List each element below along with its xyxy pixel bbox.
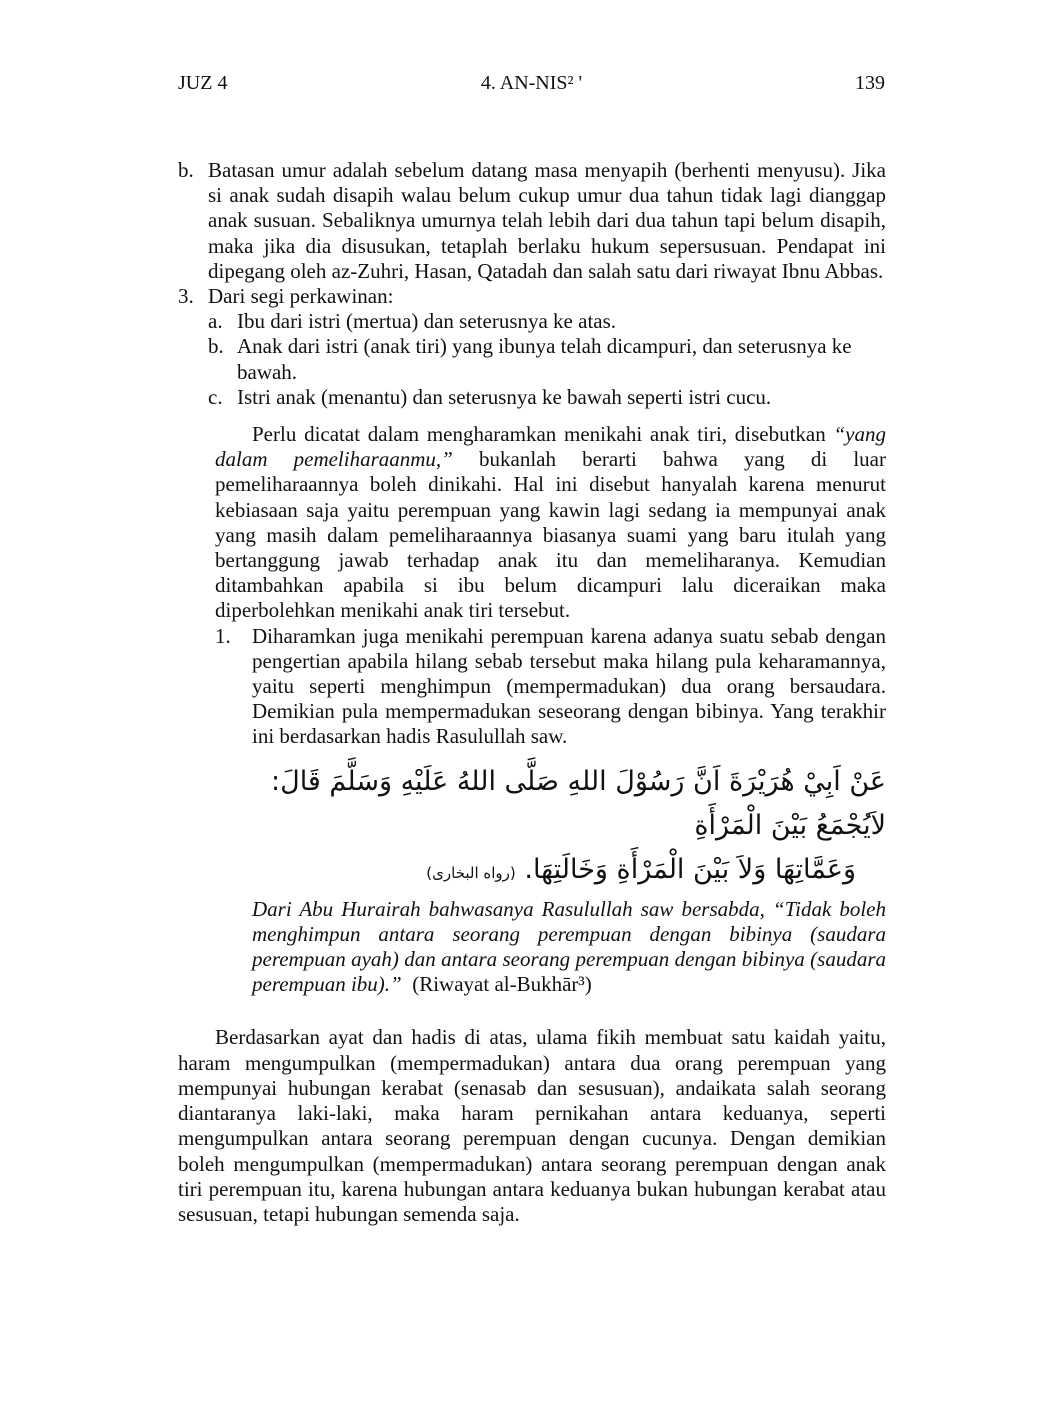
list-label: b. bbox=[208, 334, 224, 359]
juz-label: JUZ 4 bbox=[178, 72, 228, 94]
list-item-3 bbox=[178, 284, 886, 309]
list-label: a. bbox=[208, 309, 223, 334]
arabic-line-1: عَنْ اَبِيْ هُرَيْرَةَ اَنَّ رَسُوْلَ اللهِ صَلَّى اللهُ عَلَيْهِ وَسَلَّمَ قَالَ: لاَيُجْمَعُ بَيْنَ الْمَرْأَةِ bbox=[270, 765, 886, 841]
paragraph-text: Perlu dicatat dalam mengharamkan menikahi anak tiri, disebutkan bbox=[252, 422, 834, 447]
list-item-text: Dari segi perkawinan: bbox=[208, 284, 394, 309]
list-item-b bbox=[178, 158, 886, 284]
page-number: 139 bbox=[855, 72, 885, 94]
paragraph-stepchild bbox=[178, 422, 886, 624]
list-label: 3. bbox=[178, 284, 194, 309]
sub-item-b bbox=[178, 334, 886, 384]
list-item-text: Anak dari istri (anak tiri) yang ibunya telah dicampuri, dan seterusnya ke bawah. bbox=[237, 334, 852, 384]
sub-item-c bbox=[178, 385, 886, 410]
quoted-phrase: “yang dalam pemeliharaanmu,” bbox=[215, 422, 886, 472]
list-item-text: Ibu dari istri (mertua) dan seterusnya ke atas. bbox=[237, 309, 617, 334]
list-label: c. bbox=[208, 384, 223, 409]
translation-source: (Riwayat al-Bukhār³) bbox=[412, 972, 592, 997]
arabic-source: (رواه البخارى) bbox=[426, 863, 516, 882]
list-item-text: Diharamkan juga menikahi perempuan karena adanya suatu sebab dengan pengertian apabila hilang sebab tersebut maka hilang pula keharamannya, yaitu seperti menghimpun (mempermadukan) dua orang bersaudara. Demikian pula mempermadukan seseorang dengan bibinya. Yang terakhir ini berdasarkan hadis Rasulullah saw. bbox=[252, 623, 886, 749]
translation-text: Dari Abu Hurairah bahwasanya Rasulullah saw bersabda, “Tidak boleh menghimpun antara seorang perempuan dengan bibinya (saudara perempuan ayah) dan antara seorang perempuan dengan bibinya (saudara perempuan ibu).” bbox=[252, 896, 886, 997]
list-label: 1. bbox=[215, 623, 231, 648]
list-label: b. bbox=[178, 158, 194, 182]
sub-item-a bbox=[178, 309, 886, 334]
list-item-text: Batasan umur adalah sebelum datang masa menyapih (berhenti menyusu). Jika si anak sudah disapih walau belum cukup umur dua tahun tidak lagi dianggap anak susuan. Sebaliknya umurnya telah lebih dari dua tahun tapi belum disapih, maka jika dia disusukan, tetaplah berlaku hukum sepersusuan. Pendapat ini dipegang oleh az-Zuhri, Hasan, Qatadah dan salah satu dari riwayat Ibnu Abbas. bbox=[208, 158, 886, 283]
paragraph-text: bukanlah berarti bahwa yang di luar pemeliharaannya boleh dinikahi. Hal ini disebut hanyalah karena menurut kebiasaan saja yaitu perempuan yang kawin lagi sedang ia mempunyai anak yang masih dalam pemeliharaannya biasanya suami yang baru itulah yang bertanggung jawab terhadap anak itu dan memeliharanya. Kemudian ditambahkan apabila si ibu belum dicampuri lalu diceraikan maka diperbolehkan menikahi anak tiri tersebut. bbox=[215, 447, 886, 623]
page-header bbox=[178, 72, 885, 102]
hadith-translation bbox=[178, 897, 886, 998]
surah-title: 4. AN-NIS² ' bbox=[480, 72, 583, 94]
list-item-text: Istri anak (menantu) dan seterusnya ke bawah seperti istri cucu. bbox=[237, 384, 772, 409]
page-body bbox=[178, 158, 886, 1227]
list-item-1 bbox=[178, 624, 886, 750]
hadith-arabic bbox=[178, 760, 886, 895]
arabic-line-2: وَعَمَّاتِهَا وَلاَ بَيْنَ الْمَرْأَةِ وَخَالَتِهَا. bbox=[524, 853, 856, 885]
paragraph-conclusion: Berdasarkan ayat dan hadis di atas, ulama fikih membuat satu kaidah yaitu, haram mengumpulkan (mempermadukan) antara dua orang perempuan yang mempunyai hubungan kerabat (senasab dan sesusuan), andaikata salah seorang diantaranya laki-laki, maka haram pernikahan antara keduanya, seperti mengumpulkan antara seorang perempuan dengan cucunya. Dengan demikian boleh mengumpulkan (mempermadukan) antara seorang perempuan dengan anak tiri perempuan itu, karena hubungan antara keduanya bukan hubungan kerabat atau sesusuan, tetapi hubungan semenda saja. bbox=[178, 1025, 886, 1226]
